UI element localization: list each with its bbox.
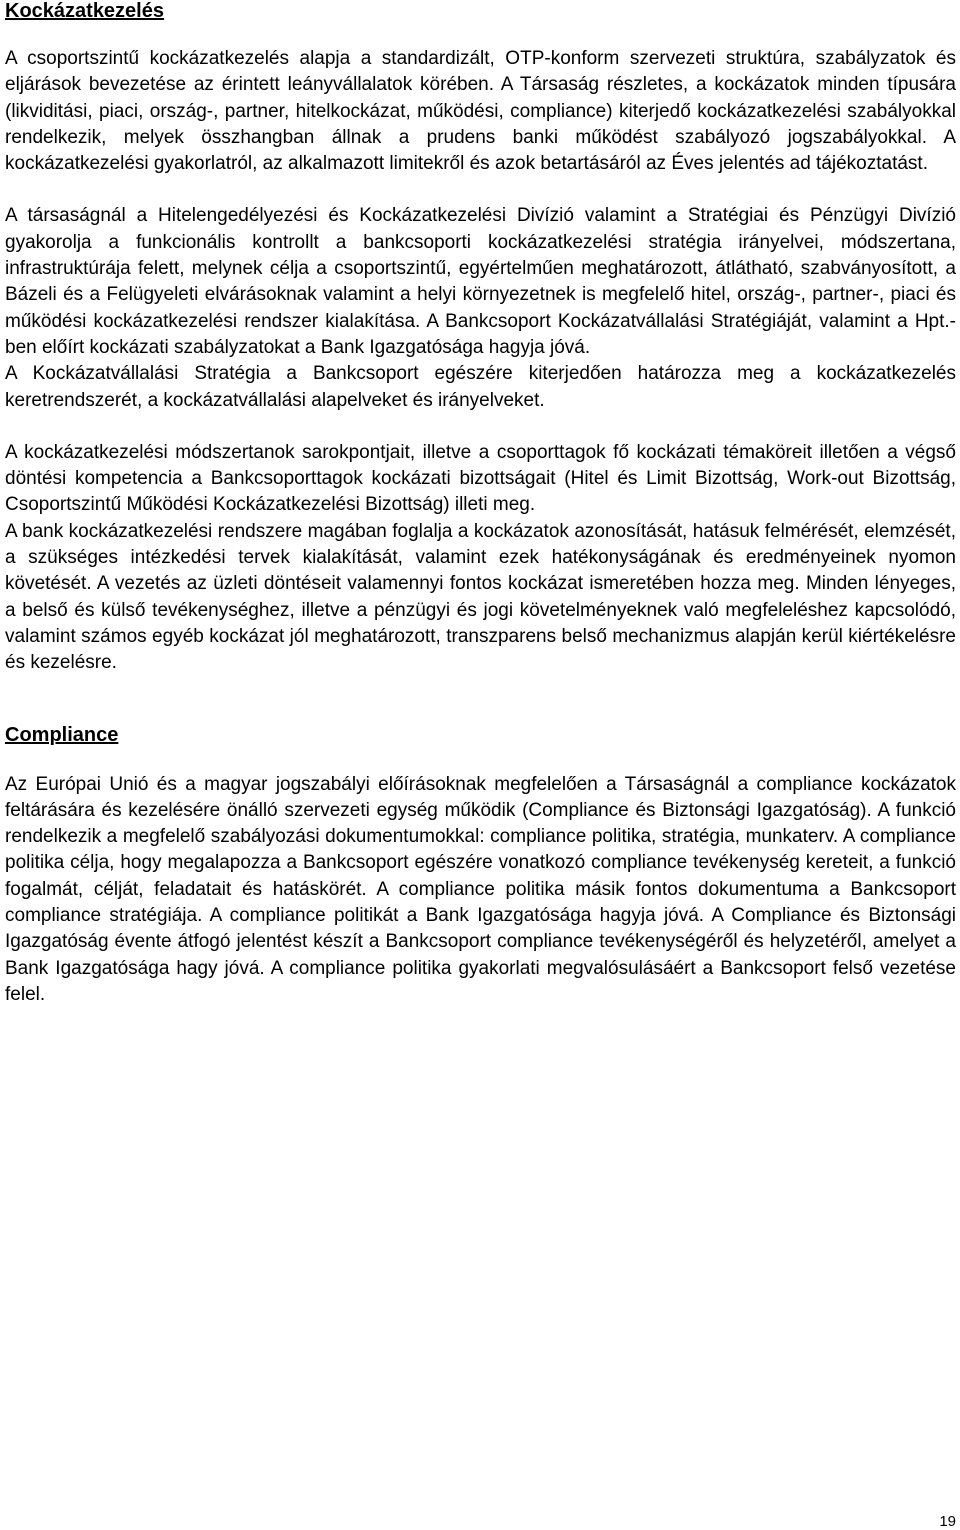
document-page [5, 0, 956, 1008]
paragraph-risk-intro: A csoportszintű kockázatkezelés alapja a standardizált, OTP-konform szervezeti struktúra, szabályzatok és eljárások bevezetése az érintett leányvállalatok körében. A Társaság részletes, a kockázatok minden típusára (likviditási, piaci, ország-, partner, hitelkockázat, működési, compliance) kiterjedő kockázatkezelési szabályokkal rendelkezik, melyek összhangban állnak a prudens banki működést szabályozó jogszabályokkal. A kockázatkezelési gyakorlatról, az alkalmazott limitekről és azok betartásáról az Éves jelentés ad tájékoztatást. [5, 48, 956, 175]
paragraph-risk-system: A bank kockázatkezelési rendszere magában foglalja a kockázatok azonosítását, hatásuk felmérését, elemzését, a szükséges intézkedési tervek kialakítását, valamint ezek hatékonyságának és eredményeinek nyomon követését. A vezetés az üzleti döntéseit valamennyi fontos kockázat ismeretében hozza meg. Minden lényeges, a belső és külső tevékenységhez, illetve a pénzügyi és jogi követelményeknek való megfeleléshez kapcsolódó, valamint számos egyéb kockázat jól meghatározott, transzparens belső mechanizmus alapján kerül kiértékelésre és kezelésre. [5, 520, 956, 674]
paragraph-risk-committees: A kockázatkezelési módszertanok sarokpontjait, illetve a csoporttagok fő kockázati témaköreit illetően a végső döntési kompetencia a Bankcsoporttagok kockázati bizottságait (Hitel és Limit Bizottság, Work-out Bizottság, Csoportszintű Működési Kockázatkezelési Bizottság) illeti meg. [5, 441, 956, 516]
paragraph-compliance: Az Európai Unió és a magyar jogszabályi előírásoknak megfelelően a Társaságnál a compliance kockázatok feltárására és kezelésére önálló szervezeti egység működik (Compliance és Biztonsági Igazgatóság). A funkció rendelkezik a megfelelő szabályozási dokumentumokkal: compliance politika, stratégia, munkaterv. A compliance politika célja, hogy megalapozza a Bankcsoport egészére vonatkozó compliance tevékenység kereteit, a funkció fogalmát, célját, feladatait és hatáskörét. A compliance politika másik fontos dokumentuma a Bankcsoport compliance stratégiája. A compliance politikát a Bank Igazgatósága hagyja jóvá. A Compliance és Biztonsági Igazgatóság évente átfogó jelentést készít a Bankcsoport compliance tevékenységéről és helyzetéről, amelyet a Bank Igazgatósága hagy jóvá. A compliance politika gyakorlati megvalósulásáért a Bankcsoport felső vezetése felel. [5, 773, 956, 1005]
paragraph-risk-strategy: A Kockázatvállalási Stratégia a Bankcsoport egészére kiterjedően határozza meg a kockázatkezelés keretrendszerét, a kockázatvállalási alapelveket és irányelveket. [5, 363, 956, 411]
paragraph-risk-divisions: A társaságnál a Hitelengedélyezési és Kockázatkezelési Divízió valamint a Stratégiai és Pénzügyi Divízió gyakorolja a funkcionális kontrollt a bankcsoporti kockázatkezelési stratégia irányelvei, módszertana, infrastruktúrája felett, melynek célja a csoportszintű, egyértelműen meghatározott, átlátható, szabványosított, a Bázeli és a Felügyeleti elvárásoknak valamint a helyi környezetnek is megfelelő hitel, ország-, partner-, piaci és működési kockázatkezelési rendszer kialakítása. A Bankcsoport Kockázatvállalási Stratégiáját, valamint a Hpt.-ben előírt kockázati szabályzatokat a Bank Igazgatósága hagyja jóvá. [5, 205, 956, 358]
section-heading-compliance: Compliance [5, 723, 119, 746]
section-heading-risk-management: Kockázatkezelés [5, 0, 164, 22]
page-number: 19 [939, 1513, 956, 1530]
